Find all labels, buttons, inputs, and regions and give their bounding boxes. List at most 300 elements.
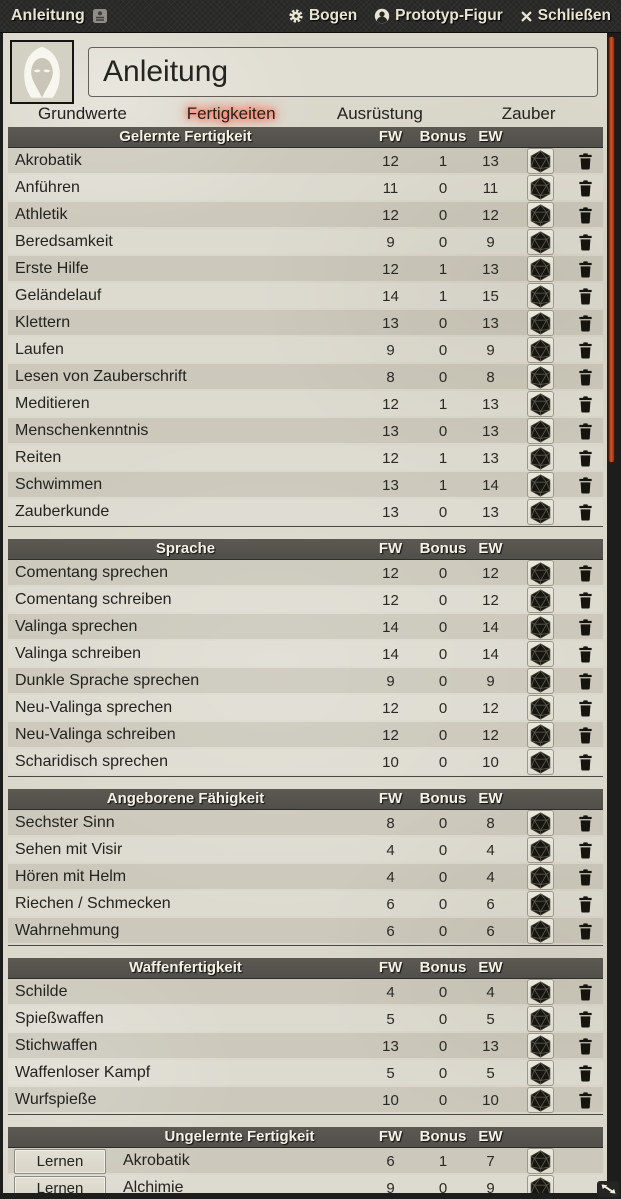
trash-icon: [578, 923, 593, 940]
d20-die-icon: [529, 177, 552, 200]
delete-skill-button[interactable]: [578, 477, 593, 494]
skill-fw: 13: [382, 503, 399, 521]
trash-icon: [578, 619, 593, 636]
skill-bonus: 0: [438, 922, 448, 940]
close-icon: [520, 10, 533, 23]
trash-icon: [578, 504, 593, 521]
skill-bonus: 0: [438, 314, 448, 332]
d20-die-icon: [529, 562, 552, 585]
section-body: [8, 148, 603, 527]
d20-die-icon: [529, 670, 552, 693]
skill-bonus: 0: [438, 841, 448, 859]
menu-bogen-button[interactable]: [288, 7, 357, 25]
skill-name: Anführen: [15, 179, 80, 196]
section-title: Sprache: [155, 540, 216, 557]
scrollbar-thumb[interactable]: [608, 36, 615, 463]
skill-bonus: 0: [438, 206, 448, 224]
skill-row: [8, 310, 603, 335]
skill-row: [8, 364, 603, 389]
skill-name: Akrobatik: [15, 152, 82, 169]
skill-row: [8, 148, 603, 173]
trash-icon: [578, 261, 593, 278]
delete-skill-button[interactable]: [578, 423, 593, 440]
delete-skill-button[interactable]: [578, 504, 593, 521]
d20-die-icon: [529, 447, 552, 470]
roll-die-button[interactable]: [527, 364, 554, 390]
skill-bonus: 0: [438, 1010, 448, 1028]
delete-skill-button[interactable]: [578, 288, 593, 305]
roll-die-button[interactable]: [527, 445, 554, 471]
section-title: Gelernte Fertigkeit: [119, 128, 252, 145]
trash-icon: [578, 207, 593, 224]
skill-bonus: 1: [438, 449, 448, 467]
roll-die-button[interactable]: [527, 256, 554, 282]
col-header-fw: FW: [378, 540, 403, 557]
roll-die-button[interactable]: [527, 1148, 554, 1174]
trash-icon: [578, 396, 593, 413]
skill-bonus: 1: [438, 1152, 448, 1170]
skill-fw: 12: [382, 395, 399, 413]
col-header-fw: FW: [378, 959, 403, 976]
skill-ew: 12: [482, 591, 499, 609]
delete-skill-button[interactable]: [578, 619, 593, 636]
skill-ew: 12: [482, 206, 499, 224]
skill-ew: 8: [486, 368, 495, 386]
col-header-bonus: Bonus: [419, 128, 467, 145]
skill-ew: 13: [482, 449, 499, 467]
d20-die-icon: [529, 981, 552, 1004]
skill-ew: 9: [486, 233, 495, 251]
d20-die-icon: [529, 1008, 552, 1031]
roll-die-button[interactable]: [527, 202, 554, 228]
trash-icon: [578, 700, 593, 717]
delete-skill-button[interactable]: [578, 673, 593, 690]
section-header: [8, 789, 603, 810]
skill-row: [8, 864, 603, 889]
trash-icon: [578, 1065, 593, 1082]
skill-row: [8, 418, 603, 443]
skill-fw: 6: [386, 922, 395, 940]
roll-die-button[interactable]: [527, 1033, 554, 1059]
roll-die-button[interactable]: [527, 1006, 554, 1032]
skill-ew: 5: [486, 1064, 495, 1082]
d20-die-icon: [529, 1089, 552, 1112]
d20-die-icon: [529, 920, 552, 943]
skill-bonus: 0: [438, 368, 448, 386]
skill-bonus: 0: [438, 983, 448, 1001]
skill-fw: 12: [382, 206, 399, 224]
skill-bonus: 0: [438, 233, 448, 251]
skill-ew: 11: [482, 179, 499, 197]
skill-name: Wahrnehmung: [15, 922, 120, 939]
trash-icon: [578, 450, 593, 467]
skill-fw: 10: [382, 1091, 399, 1109]
learn-skill-button[interactable]: Lernen: [14, 1176, 106, 1194]
skill-row: [8, 560, 603, 585]
d20-die-icon: [529, 1177, 552, 1194]
d20-die-icon: [529, 231, 552, 254]
skill-row: [8, 837, 603, 862]
skill-row: [8, 979, 603, 1004]
roll-die-button[interactable]: [527, 229, 554, 255]
skill-row: [8, 391, 603, 416]
d20-die-icon: [529, 474, 552, 497]
skill-fw: 10: [382, 753, 399, 771]
d20-die-icon: [529, 339, 552, 362]
skill-fw: 13: [382, 314, 399, 332]
skill-ew: 14: [482, 645, 499, 663]
avatar[interactable]: [10, 40, 74, 104]
skill-section: [8, 1127, 603, 1193]
section-title: Ungelernte Fertigkeit: [164, 1128, 315, 1145]
skill-fw: 14: [382, 287, 399, 305]
skill-fw: 11: [382, 179, 399, 197]
skill-row: [8, 668, 603, 693]
skill-bonus: 1: [438, 287, 448, 305]
col-header-fw: FW: [378, 790, 403, 807]
skill-name: Meditieren: [15, 395, 90, 412]
titlebar-menu: [288, 7, 611, 25]
skill-row: [8, 1087, 603, 1112]
delete-skill-button[interactable]: [578, 450, 593, 467]
roll-die-button[interactable]: [527, 695, 554, 721]
menu-bogen-label: Bogen: [308, 7, 358, 24]
skill-name: Akrobatik: [123, 1152, 190, 1169]
skill-bonus: 0: [438, 564, 448, 582]
col-header-fw: FW: [378, 1128, 403, 1145]
delete-skill-button[interactable]: [578, 984, 593, 1001]
trash-icon: [578, 369, 593, 386]
col-header-bonus: Bonus: [419, 1128, 467, 1145]
skill-ew: 4: [486, 868, 495, 886]
skill-name: Zauberkunde: [15, 503, 110, 520]
skill-ew: 4: [486, 983, 495, 1001]
skill-bonus: 1: [438, 395, 448, 413]
skill-fw: 4: [386, 841, 395, 859]
skill-bonus: 0: [438, 1064, 448, 1082]
delete-skill-button[interactable]: [578, 153, 593, 170]
delete-skill-button[interactable]: [578, 261, 593, 278]
delete-skill-button[interactable]: [578, 180, 593, 197]
trash-icon: [578, 1092, 593, 1109]
section-header: [8, 539, 603, 560]
d20-die-icon: [529, 589, 552, 612]
skill-bonus: 0: [438, 645, 448, 663]
skill-row: [8, 614, 603, 639]
skill-ew: 9: [486, 1179, 495, 1193]
skill-bonus: 1: [438, 260, 448, 278]
roll-die-button[interactable]: [527, 310, 554, 336]
trash-icon: [578, 592, 593, 609]
tab-fertigkeiten[interactable]: [157, 103, 306, 125]
skill-name: Comentang schreiben: [15, 591, 172, 608]
d20-die-icon: [529, 150, 552, 173]
gear-icon: [288, 8, 304, 24]
skill-fw: 9: [386, 341, 395, 359]
skill-name: Neu-Valinga sprechen: [15, 699, 173, 716]
delete-skill-button[interactable]: [578, 646, 593, 663]
roll-die-button[interactable]: [527, 472, 554, 498]
skill-row: [8, 256, 603, 281]
skill-bonus: 0: [438, 1037, 448, 1055]
skill-ew: 13: [482, 503, 499, 521]
delete-skill-button[interactable]: [578, 592, 593, 609]
roll-die-button[interactable]: [527, 641, 554, 667]
hooded-figure-icon: [12, 42, 72, 102]
trash-icon: [578, 153, 593, 170]
roll-die-button[interactable]: [527, 499, 554, 525]
resize-diagonal-icon: [600, 1183, 617, 1195]
skill-bonus: 0: [438, 868, 448, 886]
roll-die-button[interactable]: [527, 1060, 554, 1086]
delete-skill-button[interactable]: [578, 842, 593, 859]
tab-bar: [8, 103, 603, 125]
skill-row: [8, 918, 603, 943]
skill-row: [8, 695, 603, 720]
skill-name: Neu-Valinga schreiben: [15, 726, 176, 743]
skill-row: [8, 1060, 603, 1085]
skill-name: Dunkle Sprache sprechen: [15, 672, 200, 689]
tab-grundwerte[interactable]: [8, 103, 157, 125]
d20-die-icon: [529, 724, 552, 747]
section-header: [8, 1127, 603, 1148]
col-header-bonus: Bonus: [419, 540, 467, 557]
learn-skill-button[interactable]: Lernen: [14, 1149, 106, 1174]
d20-die-icon: [529, 1035, 552, 1058]
skill-section: [8, 127, 603, 527]
d20-die-icon: [529, 285, 552, 308]
skill-row: [8, 1033, 603, 1058]
skill-ew: 13: [482, 1037, 499, 1055]
d20-die-icon: [529, 501, 552, 524]
col-header-ew: EW: [478, 959, 503, 976]
skill-bonus: 0: [438, 422, 448, 440]
section-body: [8, 810, 603, 946]
roll-die-button[interactable]: [527, 722, 554, 748]
col-header-fw: FW: [378, 128, 403, 145]
skill-fw: 12: [382, 591, 399, 609]
roll-die-button[interactable]: [527, 337, 554, 363]
skill-bonus: 1: [438, 152, 448, 170]
d20-die-icon: [529, 1150, 552, 1173]
trash-icon: [578, 423, 593, 440]
skill-name: Riechen / Schmecken: [15, 895, 171, 912]
delete-skill-button[interactable]: [578, 700, 593, 717]
d20-die-icon: [529, 258, 552, 281]
skill-fw: 13: [382, 476, 399, 494]
roll-die-button[interactable]: [527, 864, 554, 890]
tab-zauber[interactable]: [454, 103, 603, 125]
character-name-input[interactable]: [88, 47, 598, 97]
skill-row: [8, 1006, 603, 1031]
trash-icon: [578, 477, 593, 494]
skill-ew: 9: [486, 341, 495, 359]
titlebar: [0, 0, 621, 33]
roll-die-button[interactable]: [527, 614, 554, 640]
skill-name: Spießwaffen: [15, 1010, 104, 1027]
resize-handle[interactable]: [597, 1181, 619, 1197]
skill-name: Stichwaffen: [15, 1037, 98, 1054]
d20-die-icon: [529, 643, 552, 666]
d20-die-icon: [529, 812, 552, 835]
roll-die-button[interactable]: [527, 837, 554, 863]
skill-row: [8, 587, 603, 612]
d20-die-icon: [529, 420, 552, 443]
roll-die-button[interactable]: [527, 918, 554, 944]
delete-skill-button[interactable]: [578, 1092, 593, 1109]
roll-die-button[interactable]: [527, 560, 554, 586]
roll-die-button[interactable]: [527, 587, 554, 613]
trash-icon: [578, 673, 593, 690]
trash-icon: [578, 869, 593, 886]
skill-ew: 8: [486, 814, 495, 832]
d20-die-icon: [529, 393, 552, 416]
section-header: [8, 127, 603, 148]
skill-row: [8, 749, 603, 774]
skill-row: [8, 641, 603, 666]
col-header-bonus: Bonus: [419, 790, 467, 807]
delete-skill-button[interactable]: [578, 315, 593, 332]
skill-ew: 15: [482, 287, 499, 305]
skill-fw: 4: [386, 868, 395, 886]
d20-die-icon: [529, 366, 552, 389]
tab-ausrüstung[interactable]: [306, 103, 455, 125]
section-title: Waffenfertigkeit: [129, 959, 242, 976]
skill-fw: 6: [386, 895, 395, 913]
roll-die-button[interactable]: [527, 418, 554, 444]
character-card-icon: [93, 9, 107, 23]
skill-ew: 13: [482, 422, 499, 440]
roll-die-button[interactable]: [527, 148, 554, 174]
col-header-bonus: Bonus: [419, 959, 467, 976]
roll-die-button[interactable]: [527, 891, 554, 917]
delete-skill-button[interactable]: [578, 1065, 593, 1082]
delete-skill-button[interactable]: [578, 342, 593, 359]
trash-icon: [578, 288, 593, 305]
trash-icon: [578, 815, 593, 832]
trash-icon: [578, 1011, 593, 1028]
trash-icon: [578, 342, 593, 359]
skill-fw: 12: [382, 152, 399, 170]
skill-fw: 12: [382, 564, 399, 582]
delete-skill-button[interactable]: [578, 896, 593, 913]
roll-die-button[interactable]: [527, 979, 554, 1005]
delete-skill-button[interactable]: [578, 1038, 593, 1055]
skill-name: Hören mit Helm: [15, 868, 127, 885]
menu-prototyp-figur-button[interactable]: [374, 7, 503, 25]
skill-bonus: 0: [438, 1179, 448, 1193]
skill-section: [8, 958, 603, 1115]
window-title: Anleitung: [11, 7, 85, 24]
roll-die-button[interactable]: [527, 1175, 554, 1193]
skill-bonus: 0: [438, 895, 448, 913]
roll-die-button[interactable]: [527, 391, 554, 417]
skill-row: [8, 810, 603, 835]
section-body: [8, 1148, 603, 1193]
roll-die-button[interactable]: [527, 668, 554, 694]
section-header: [8, 958, 603, 979]
skill-row: [8, 175, 603, 200]
delete-skill-button[interactable]: [578, 207, 593, 224]
skill-ew: 14: [482, 618, 499, 636]
d20-die-icon: [529, 1062, 552, 1085]
skill-row: [8, 445, 603, 470]
col-header-ew: EW: [478, 128, 503, 145]
d20-die-icon: [529, 839, 552, 862]
skill-name: Comentang sprechen: [15, 564, 168, 581]
trash-icon: [578, 984, 593, 1001]
roll-die-button[interactable]: [527, 283, 554, 309]
d20-die-icon: [529, 751, 552, 774]
delete-skill-button[interactable]: [578, 369, 593, 386]
skill-name: Alchimie: [123, 1179, 184, 1193]
skill-name: Sechster Sinn: [15, 814, 115, 831]
skill-ew: 13: [482, 395, 499, 413]
trash-icon: [578, 315, 593, 332]
skill-name: Wurfspieße: [15, 1091, 97, 1108]
delete-skill-button[interactable]: [578, 1011, 593, 1028]
delete-skill-button[interactable]: [578, 754, 593, 771]
skill-name: Erste Hilfe: [15, 260, 89, 277]
menu-prototyp-figur-label: Prototyp-Figur: [395, 7, 503, 24]
roll-die-button[interactable]: [527, 749, 554, 775]
delete-skill-button[interactable]: [578, 869, 593, 886]
trash-icon: [578, 842, 593, 859]
skill-name: Waffenloser Kampf: [15, 1064, 151, 1081]
d20-die-icon: [529, 866, 552, 889]
skill-name: Schilde: [15, 983, 68, 1000]
skill-fw: 8: [386, 368, 395, 386]
delete-skill-button[interactable]: [578, 565, 593, 582]
delete-skill-button[interactable]: [578, 396, 593, 413]
skill-ew: 7: [486, 1152, 495, 1170]
delete-skill-button[interactable]: [578, 923, 593, 940]
skill-name: Reiten: [15, 449, 62, 466]
skill-bonus: 0: [438, 699, 448, 717]
skill-fw: 13: [382, 1037, 399, 1055]
skill-ew: 9: [486, 672, 495, 690]
skill-fw: 14: [382, 618, 399, 636]
roll-die-button[interactable]: [527, 1087, 554, 1113]
delete-skill-button[interactable]: [578, 727, 593, 744]
skill-ew: 10: [482, 753, 499, 771]
trash-icon: [578, 727, 593, 744]
skill-row: [8, 229, 603, 254]
skill-bonus: 1: [438, 476, 448, 494]
menu-schliessen-button[interactable]: [520, 7, 611, 25]
skill-fw: 8: [386, 814, 395, 832]
trash-icon: [578, 646, 593, 663]
d20-die-icon: [529, 616, 552, 639]
delete-skill-button[interactable]: [578, 234, 593, 251]
trash-icon: [578, 896, 593, 913]
roll-die-button[interactable]: [527, 175, 554, 201]
roll-die-button[interactable]: [527, 810, 554, 836]
skill-name: Klettern: [15, 314, 71, 331]
skill-bonus: 0: [438, 591, 448, 609]
skill-name: Laufen: [15, 341, 64, 358]
skill-name: Valinga sprechen: [15, 618, 138, 635]
section-body: [8, 979, 603, 1115]
skill-ew: 13: [482, 314, 499, 332]
skill-bonus: 0: [438, 753, 448, 771]
sheet-header: [3, 33, 607, 127]
skill-bonus: 0: [438, 341, 448, 359]
skill-ew: 12: [482, 726, 499, 744]
trash-icon: [578, 234, 593, 251]
delete-skill-button[interactable]: [578, 815, 593, 832]
skill-row: [8, 891, 603, 916]
